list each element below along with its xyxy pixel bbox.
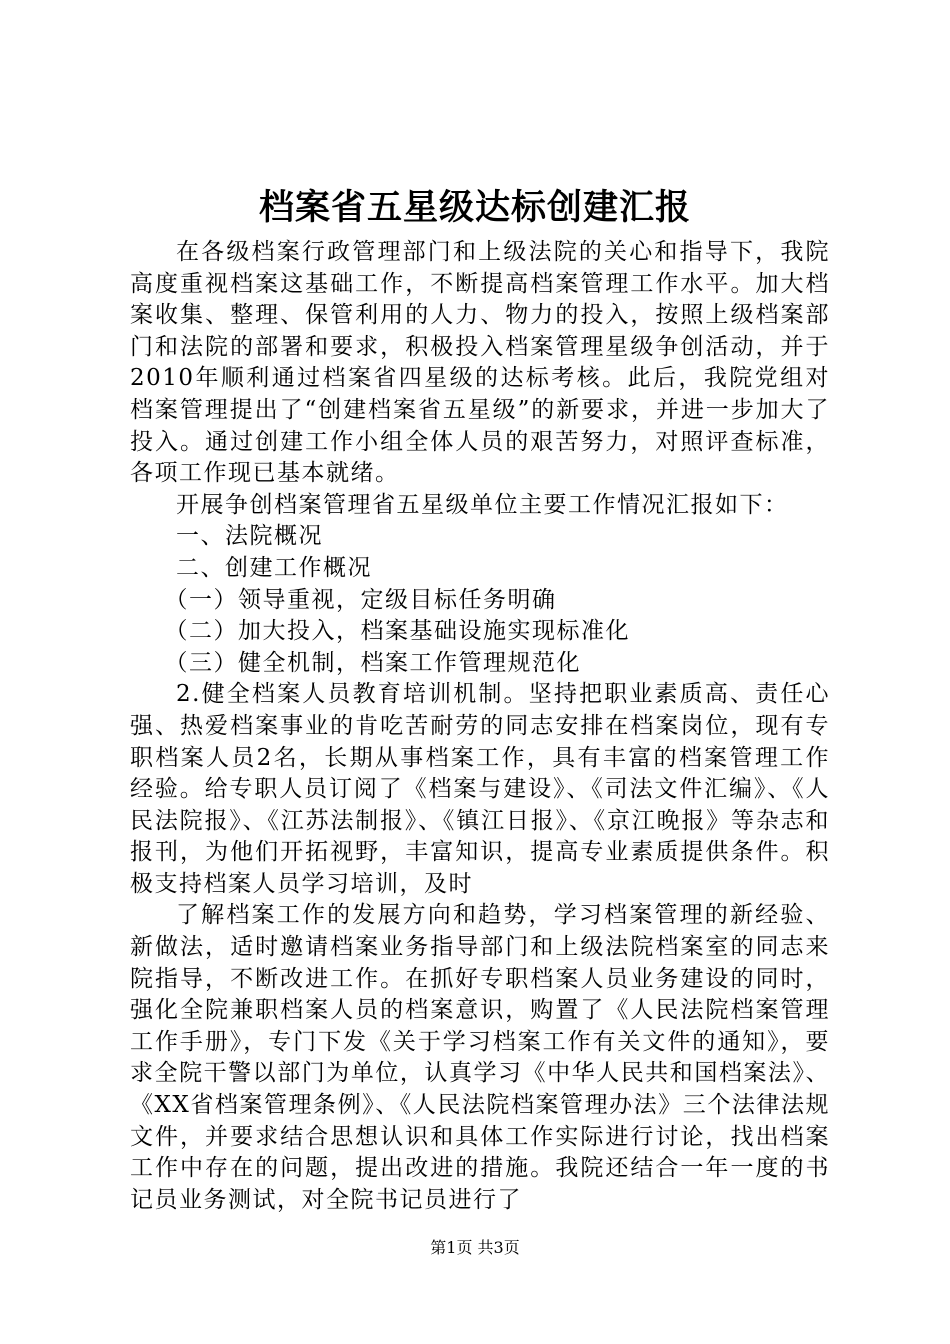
subsection-heading-investment: （二）加大投入，档案基础设施实现标准化 (164, 618, 630, 645)
development-paragraph: 了解档案工作的发展方向和趋势，学习档案管理的新经验、新做法，适时邀请档案业务指导部门和上级法院档案室的同志来院指导，不断改进工作。在抓好专职档案人员业务建设的同时，强化全院兼职档案人员的档案意识，购置了《人民法院档案管理工作手册》，专门下发《关于学习档案工作有关文件的通知》，要求全院干警以部门为单位，认真学习《中华人民共和国档案法》、《XX省档案管理条例》、《人民法院档案管理办法》三个法律法规文件，并要求结合思想认识和具体工作实际进行讨论，找出档案工作中存在的问题，提出改进的措施。我院还结合一年一度的书记员业务测试，对全院书记员进行了 (130, 902, 830, 1213)
document-title: 档案省五星级达标创建汇报 (258, 187, 691, 228)
document-body (130, 237, 830, 1216)
page-number-footer: 第1页 共3页 (430, 1238, 520, 1257)
intro-paragraph: 在各级档案行政管理部门和上级法院的关心和指导下，我院高度重视档案这基础工作，不断提高档案管理工作水平。加大档案收集、整理、保管利用的人力、物力的投入，按照上级档案部门和法院的部署和要求，积极投入档案管理星级争创活动，并于2010年顺利通过档案省四星级的达标考核。此后，我院党组对档案管理提出了“创建档案省五星级”的新要求，并进一步加大了投入。通过创建工作小组全体人员的艰苦努力，对照评查标准，各项工作现已基本就绪。 (130, 239, 830, 487)
section-heading-work-overview: 二、创建工作概况 (176, 554, 372, 581)
subsection-heading-mechanism: （三）健全机制，档案工作管理规范化 (164, 649, 581, 676)
summary-lead-line: 开展争创档案管理省五星级单位主要工作情况汇报如下： (176, 491, 789, 518)
subsection-heading-leadership: （一）领导重视，定级目标任务明确 (164, 586, 557, 613)
training-paragraph: 2.健全档案人员教育培训机制。坚持把职业素质高、责任心强、热爱档案事业的肯吃苦耐劳的同志安排在档案岗位，现有专职档案人员2名，长期从事档案工作，具有丰富的档案管理工作经验。给专职人员订阅了《档案与建设》、《司法文件汇编》、《人民法院报》、《江苏法制报》、《镇江日报》、《京江晚报》等杂志和报刊，为他们开拓视野，丰富知识，提高专业素质提供条件。积极支持档案人员学习培训，及时 (130, 681, 830, 897)
section-heading-court-overview: 一、法院概况 (176, 523, 323, 550)
